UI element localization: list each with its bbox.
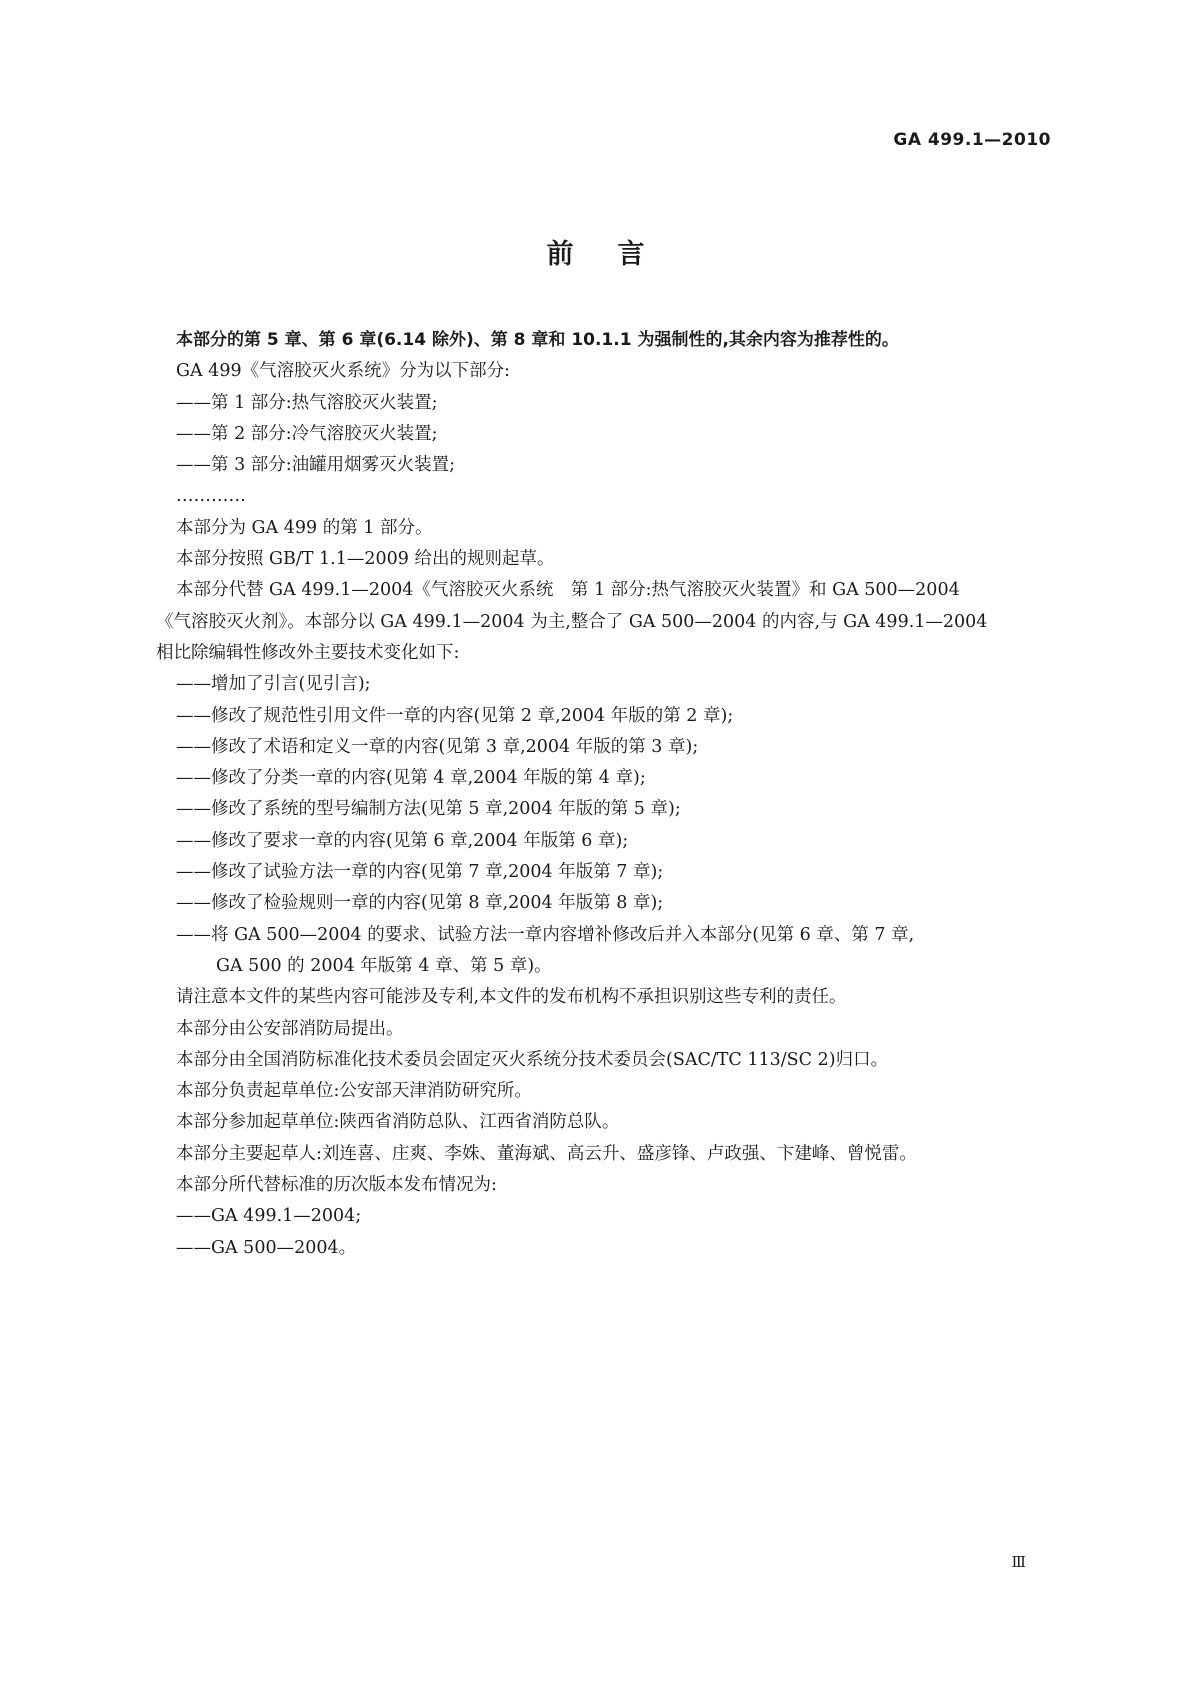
this-part-statement: 本部分为 GA 499 的第 1 部分。 — [176, 517, 433, 538]
part-2-item: ——第 2 部分:冷气溶胶灭火装置; — [176, 423, 438, 444]
drafters: 本部分主要起草人:刘连喜、庄爽、李姝、董海斌、高云升、盛彦锋、卢政强、卞建峰、曾悦雷。 — [176, 1143, 917, 1164]
page-number: Ⅲ — [1011, 1553, 1026, 1571]
centralized-by: 本部分由全国消防标准化技术委员会固定灭火系统分技术委员会(SAC/TC 113/SC 2)归口。 — [176, 1049, 889, 1070]
participating-units: 本部分参加起草单位:陕西省消防总队、江西省消防总队。 — [176, 1112, 620, 1133]
history-intro: 本部分所代替标准的历次版本发布情况为: — [176, 1175, 497, 1196]
history-item: ——GA 500—2004。 — [176, 1237, 357, 1258]
merge-item-line-1: ——将 GA 500—2004 的要求、试验方法一章内容增补修改后并入本部分(见第 6 章、第 7 章, — [176, 924, 915, 945]
part-3-item: ——第 3 部分:油罐用烟雾灭火装置; — [176, 455, 456, 476]
mandatory-statement: 本部分的第 5 章、第 6 章(6.14 除外)、第 8 章和 10.1.1 为强制性的,其余内容为推荐性的。 — [176, 330, 899, 350]
ellipsis: ………… — [176, 486, 246, 507]
foreword-body — [156, 325, 1060, 1264]
change-item: ——修改了规范性引用文件一章的内容(见第 2 章,2004 年版的第 2 章); — [176, 705, 734, 726]
part-1-item: ——第 1 部分:热气溶胶灭火装置; — [176, 392, 438, 413]
change-item: ——修改了试验方法一章的内容(见第 7 章,2004 年版第 7 章); — [176, 862, 664, 883]
patent-notice: 请注意本文件的某些内容可能涉及专利,本文件的发布机构不承担识别这些专利的责任。 — [176, 987, 847, 1008]
merge-item-line-2: GA 500 的 2004 年版第 4 章、第 5 章)。 — [216, 955, 552, 976]
page-title: 前言 — [546, 239, 689, 270]
replaces-line-2: 《气溶胶灭火剂》。本部分以 GA 499.1—2004 为主,整合了 GA 500—2004 的内容,与 GA 499.1—2004 — [156, 611, 988, 632]
proposed-by: 本部分由公安部消防局提出。 — [176, 1018, 404, 1039]
change-item: ——修改了分类一章的内容(见第 4 章,2004 年版的第 4 章); — [176, 768, 646, 789]
change-item: ——修改了术语和定义一章的内容(见第 3 章,2004 年版的第 3 章); — [176, 736, 699, 757]
change-item: ——修改了检验规则一章的内容(见第 8 章,2004 年版第 8 章); — [176, 893, 664, 914]
change-item: ——修改了要求一章的内容(见第 6 章,2004 年版第 6 章); — [176, 830, 629, 851]
change-item: ——修改了系统的型号编制方法(见第 5 章,2004 年版的第 5 章); — [176, 799, 681, 820]
responsible-unit: 本部分负责起草单位:公安部天津消防研究所。 — [176, 1081, 532, 1102]
standard-code: GA 499.1—2010 — [893, 130, 1051, 150]
parts-intro: GA 499《气溶胶灭火系统》分为以下部分: — [176, 361, 510, 382]
history-item: ——GA 499.1—2004; — [176, 1206, 362, 1227]
replaces-line-3: 相比除编辑性修改外主要技术变化如下: — [156, 642, 460, 663]
replaces-line-1: 本部分代替 GA 499.1—2004《气溶胶灭火系统 第 1 部分:热气溶胶灭火装置》和 GA 500—2004 — [176, 580, 960, 601]
change-item: ——增加了引言(见引言); — [176, 674, 371, 695]
drafting-rule-statement: 本部分按照 GB/T 1.1—2009 给出的规则起草。 — [176, 549, 555, 570]
